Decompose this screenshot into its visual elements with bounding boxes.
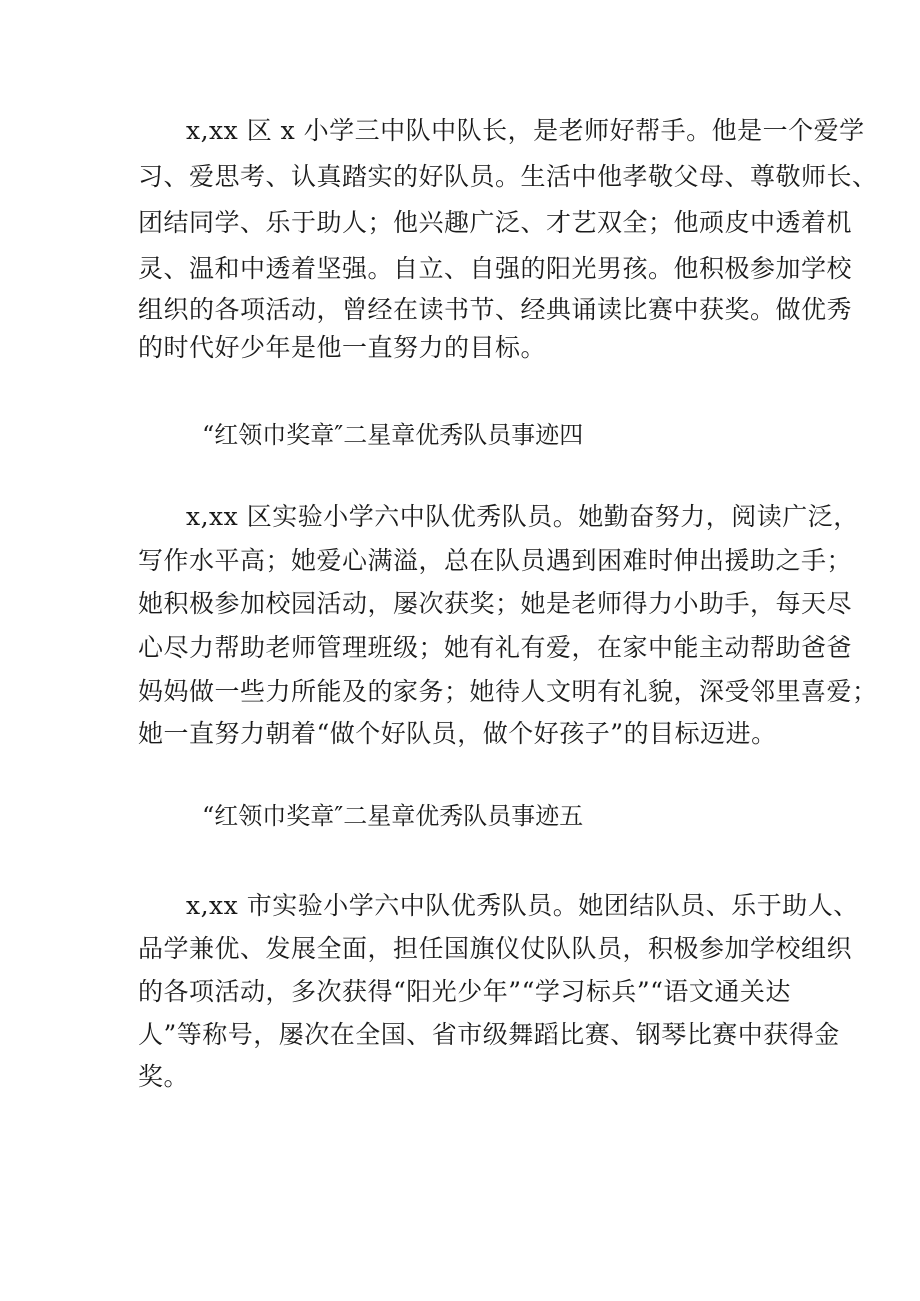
paragraph-2-line-4: 心尽力帮助老师管理班级；她有礼有爱，在家中能主动帮助爸爸 (138, 633, 853, 662)
paragraph-2-line-1: x,xx 区实验小学六中队优秀队员。她勤奋努力，阅读广泛， (186, 502, 859, 531)
paragraph-1-line-2: 习、爱思考、认真踏实的好队员。生活中他孝敬父母、尊敬师长、 (138, 162, 878, 191)
paragraph-3-line-1: x,xx 市实验小学六中队优秀队员。她团结队员、乐于助人、 (186, 891, 859, 920)
paragraph-3-line-2: 品学兼优、发展全面，担任国旗仪仗队队员，积极参加学校组织 (138, 934, 853, 963)
paragraph-2-line-3: 她积极参加校园活动，屡次获奖；她是老师得力小助手，每天尽 (138, 589, 853, 618)
paragraph-2-line-2: 写作水平高；她爱心满溢，总在队员遇到困难时伸出援助之手； (138, 546, 853, 575)
paragraph-2-line-6: 她一直努力朝着“做个好队员，做个好孩子”的目标迈进。 (138, 719, 777, 748)
paragraph-3-line-5: 奖。 (138, 1062, 190, 1091)
paragraph-1-line-4: 灵、温和中透着坚强。自立、自强的阳光男孩。他积极参加学校 (138, 254, 853, 283)
paragraph-3-line-4: 人”等称号，屡次在全国、省市级舞蹈比赛、钢琴比赛中获得金 (138, 1020, 840, 1049)
paragraph-2-line-5: 妈妈做一些力所能及的家务；她待人文明有礼貌，深受邻里喜爱； (138, 677, 878, 706)
paragraph-1-line-6: 的时代好少年是他一直努力的目标。 (138, 333, 547, 362)
paragraph-1-line-3: 团结同学、乐于助人；他兴趣广泛、才艺双全；他顽皮中透着机 (138, 208, 853, 237)
section-heading-4: “红领巾奖章″二星章优秀队员事迹四 (202, 421, 584, 449)
paragraph-3-line-3: 的各项活动，多次获得“阳光少年”“学习标兵”“语文通关达 (138, 977, 791, 1006)
section-heading-5: “红领巾奖章″二星章优秀队员事迹五 (202, 802, 584, 830)
paragraph-1-line-5: 组织的各项活动，曾经在读书节、经典诵读比赛中获奖。做优秀 (138, 295, 853, 324)
paragraph-1-line-1: x,xx 区 x 小学三中队中队长，是老师好帮手。他是一个爱学 (186, 116, 865, 145)
